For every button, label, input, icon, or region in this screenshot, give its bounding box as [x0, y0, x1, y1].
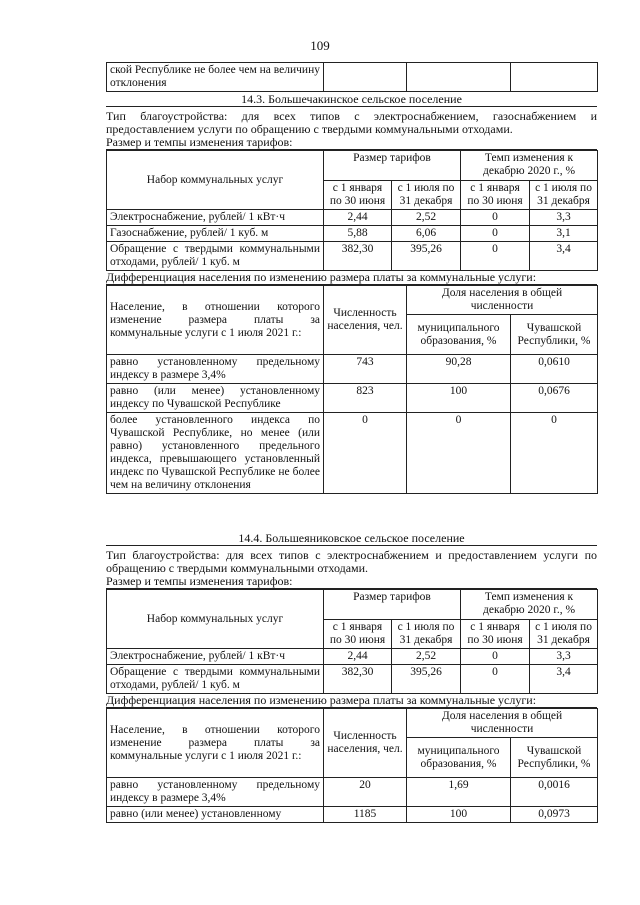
value-cell: 382,30 [324, 242, 392, 271]
value-cell: 0 [461, 242, 530, 271]
population-cell: равно (или менее) установленному индексу по Чувашской Республике [107, 384, 324, 413]
value-cell: 3,1 [530, 226, 598, 242]
value-cell: 823 [324, 384, 407, 413]
value-cell: 395,26 [392, 242, 461, 271]
service-cell: Газоснабжение, рублей/ 1 куб. м [107, 226, 324, 242]
value-cell: 5,88 [324, 226, 392, 242]
value-cell: 20 [324, 778, 407, 807]
value-cell: 3,3 [530, 210, 598, 226]
value-cell: 0,0676 [511, 384, 598, 413]
sub-republic-header: Чувашской Республики, % [511, 315, 598, 355]
value-cell: 743 [324, 355, 407, 384]
service-cell: Электроснабжение, рублей/ 1 кВт·ч [107, 210, 324, 226]
sub-rate-jan-header: с 1 января по 30 июня [461, 181, 530, 210]
section-14-3 [106, 93, 597, 494]
differentiation-table [106, 708, 598, 823]
value-cell: 0 [461, 649, 530, 665]
table-row [107, 778, 598, 807]
col-share-header: Доля населения в общей численности [407, 709, 598, 738]
population-cell: более установленного индекса по Чувашской Республике, но менее (или равно) установленного предельного индекса, превышающего установленный индекс по Чувашской Республике не более чем на величину отклонения [107, 413, 324, 494]
sub-rate-jul-header: с 1 июля по 31 декабря [530, 620, 598, 649]
col-rate-header: Темп изменения к декабрю 2020 г., % [461, 151, 598, 181]
value-cell: 0 [461, 665, 530, 694]
service-cell: Электроснабжение, рублей/ 1 кВт·ч [107, 649, 324, 665]
sub-jul-header: с 1 июля по 31 декабря [392, 181, 461, 210]
table-row [107, 355, 598, 384]
sub-jan-header: с 1 января по 30 июня [324, 620, 392, 649]
sub-municipal-header: муниципального образования, % [407, 315, 511, 355]
value-cell: 0 [511, 413, 598, 494]
col-size-header: Размер тарифов [324, 151, 461, 181]
value-cell: 100 [407, 807, 511, 823]
value-cell: 3,4 [530, 665, 598, 694]
value-cell: 382,30 [324, 665, 392, 694]
sub-municipal-header: муниципального образования, % [407, 738, 511, 778]
page-number: 109 [310, 38, 330, 53]
table-row [107, 413, 598, 494]
sub-republic-header: Чувашской Республики, % [511, 738, 598, 778]
tariff-label: Размер и темпы изменения тарифов: [106, 575, 597, 589]
value-cell: 0 [461, 210, 530, 226]
population-cell: равно (или менее) установленному [107, 807, 324, 823]
value-cell: 0 [324, 413, 407, 494]
infrastructure-type-text: Тип благоустройства: для всех типов с электроснабжением и предоставлением услуги по обращению с твердыми коммунальными отходами. [106, 548, 597, 575]
continued-row-label: ской Республике не более чем на величину отклонения [107, 63, 324, 92]
table-row [107, 242, 598, 271]
col-service-header: Набор коммунальных услуг [107, 590, 324, 649]
tariff-label: Размер и темпы изменения тарифов: [106, 136, 597, 150]
value-cell: 6,06 [392, 226, 461, 242]
differentiation-table [106, 285, 598, 494]
section-title: 14.4. Большеяниковское сельское поселение [106, 532, 597, 546]
tariff-table [106, 150, 598, 271]
tariff-table [106, 589, 598, 694]
value-cell: 100 [407, 384, 511, 413]
value-cell: 2,52 [392, 649, 461, 665]
value-cell: 1,69 [407, 778, 511, 807]
value-cell: 395,26 [392, 665, 461, 694]
sub-rate-jul-header: с 1 июля по 31 декабря [530, 181, 598, 210]
table-row [107, 210, 598, 226]
differentiation-label: Дифференциация населения по изменению размера платы за коммунальные услуги: [106, 271, 597, 285]
value-cell: 2,44 [324, 649, 392, 665]
col-share-header: Доля населения в общей численности [407, 286, 598, 315]
table-row [107, 665, 598, 694]
population-cell: равно установленному предельному индексу в размере 3,4% [107, 778, 324, 807]
value-cell: 90,28 [407, 355, 511, 384]
table-row [107, 226, 598, 242]
col-rate-header: Темп изменения к декабрю 2020 г., % [461, 590, 598, 620]
infrastructure-type-text: Тип благоустройства: для всех типов с электроснабжением, газоснабжением и предоставлением услуги по обращению с твердыми коммунальными отходами. [106, 109, 597, 136]
value-cell: 1185 [324, 807, 407, 823]
table-row [107, 384, 598, 413]
service-cell: Обращение с твердыми коммунальными отходами, рублей/ 1 куб. м [107, 665, 324, 694]
value-cell: 2,44 [324, 210, 392, 226]
value-cell: 0 [407, 413, 511, 494]
sub-jul-header: с 1 июля по 31 декабря [392, 620, 461, 649]
service-cell: Обращение с твердыми коммунальными отходами, рублей/ 1 куб. м [107, 242, 324, 271]
section-title: 14.3. Большечакинское сельское поселение [106, 93, 597, 107]
table-row [107, 649, 598, 665]
sub-rate-jan-header: с 1 января по 30 июня [461, 620, 530, 649]
col-service-header: Набор коммунальных услуг [107, 151, 324, 210]
col-population-header: Население, в отношении которого изменение размера платы за коммунальные услуги с 1 июля 2021 г.: [107, 286, 324, 355]
section-14-4 [106, 532, 597, 823]
value-cell: 0,0973 [511, 807, 598, 823]
sub-jan-header: с 1 января по 30 июня [324, 181, 392, 210]
value-cell: 0 [461, 226, 530, 242]
col-population-header: Население, в отношении которого изменение размера платы за коммунальные услуги с 1 июля 2021 г.: [107, 709, 324, 778]
continued-table [106, 62, 597, 92]
value-cell: 3,3 [530, 649, 598, 665]
value-cell: 0,0610 [511, 355, 598, 384]
value-cell: 0,0016 [511, 778, 598, 807]
col-count-header: Численность населения, чел. [324, 286, 407, 355]
table-row [107, 807, 598, 823]
col-count-header: Численность населения, чел. [324, 709, 407, 778]
differentiation-label: Дифференциация населения по изменению размера платы за коммунальные услуги: [106, 694, 597, 708]
population-cell: равно установленному предельному индексу в размере 3,4% [107, 355, 324, 384]
value-cell: 3,4 [530, 242, 598, 271]
col-size-header: Размер тарифов [324, 590, 461, 620]
value-cell: 2,52 [392, 210, 461, 226]
